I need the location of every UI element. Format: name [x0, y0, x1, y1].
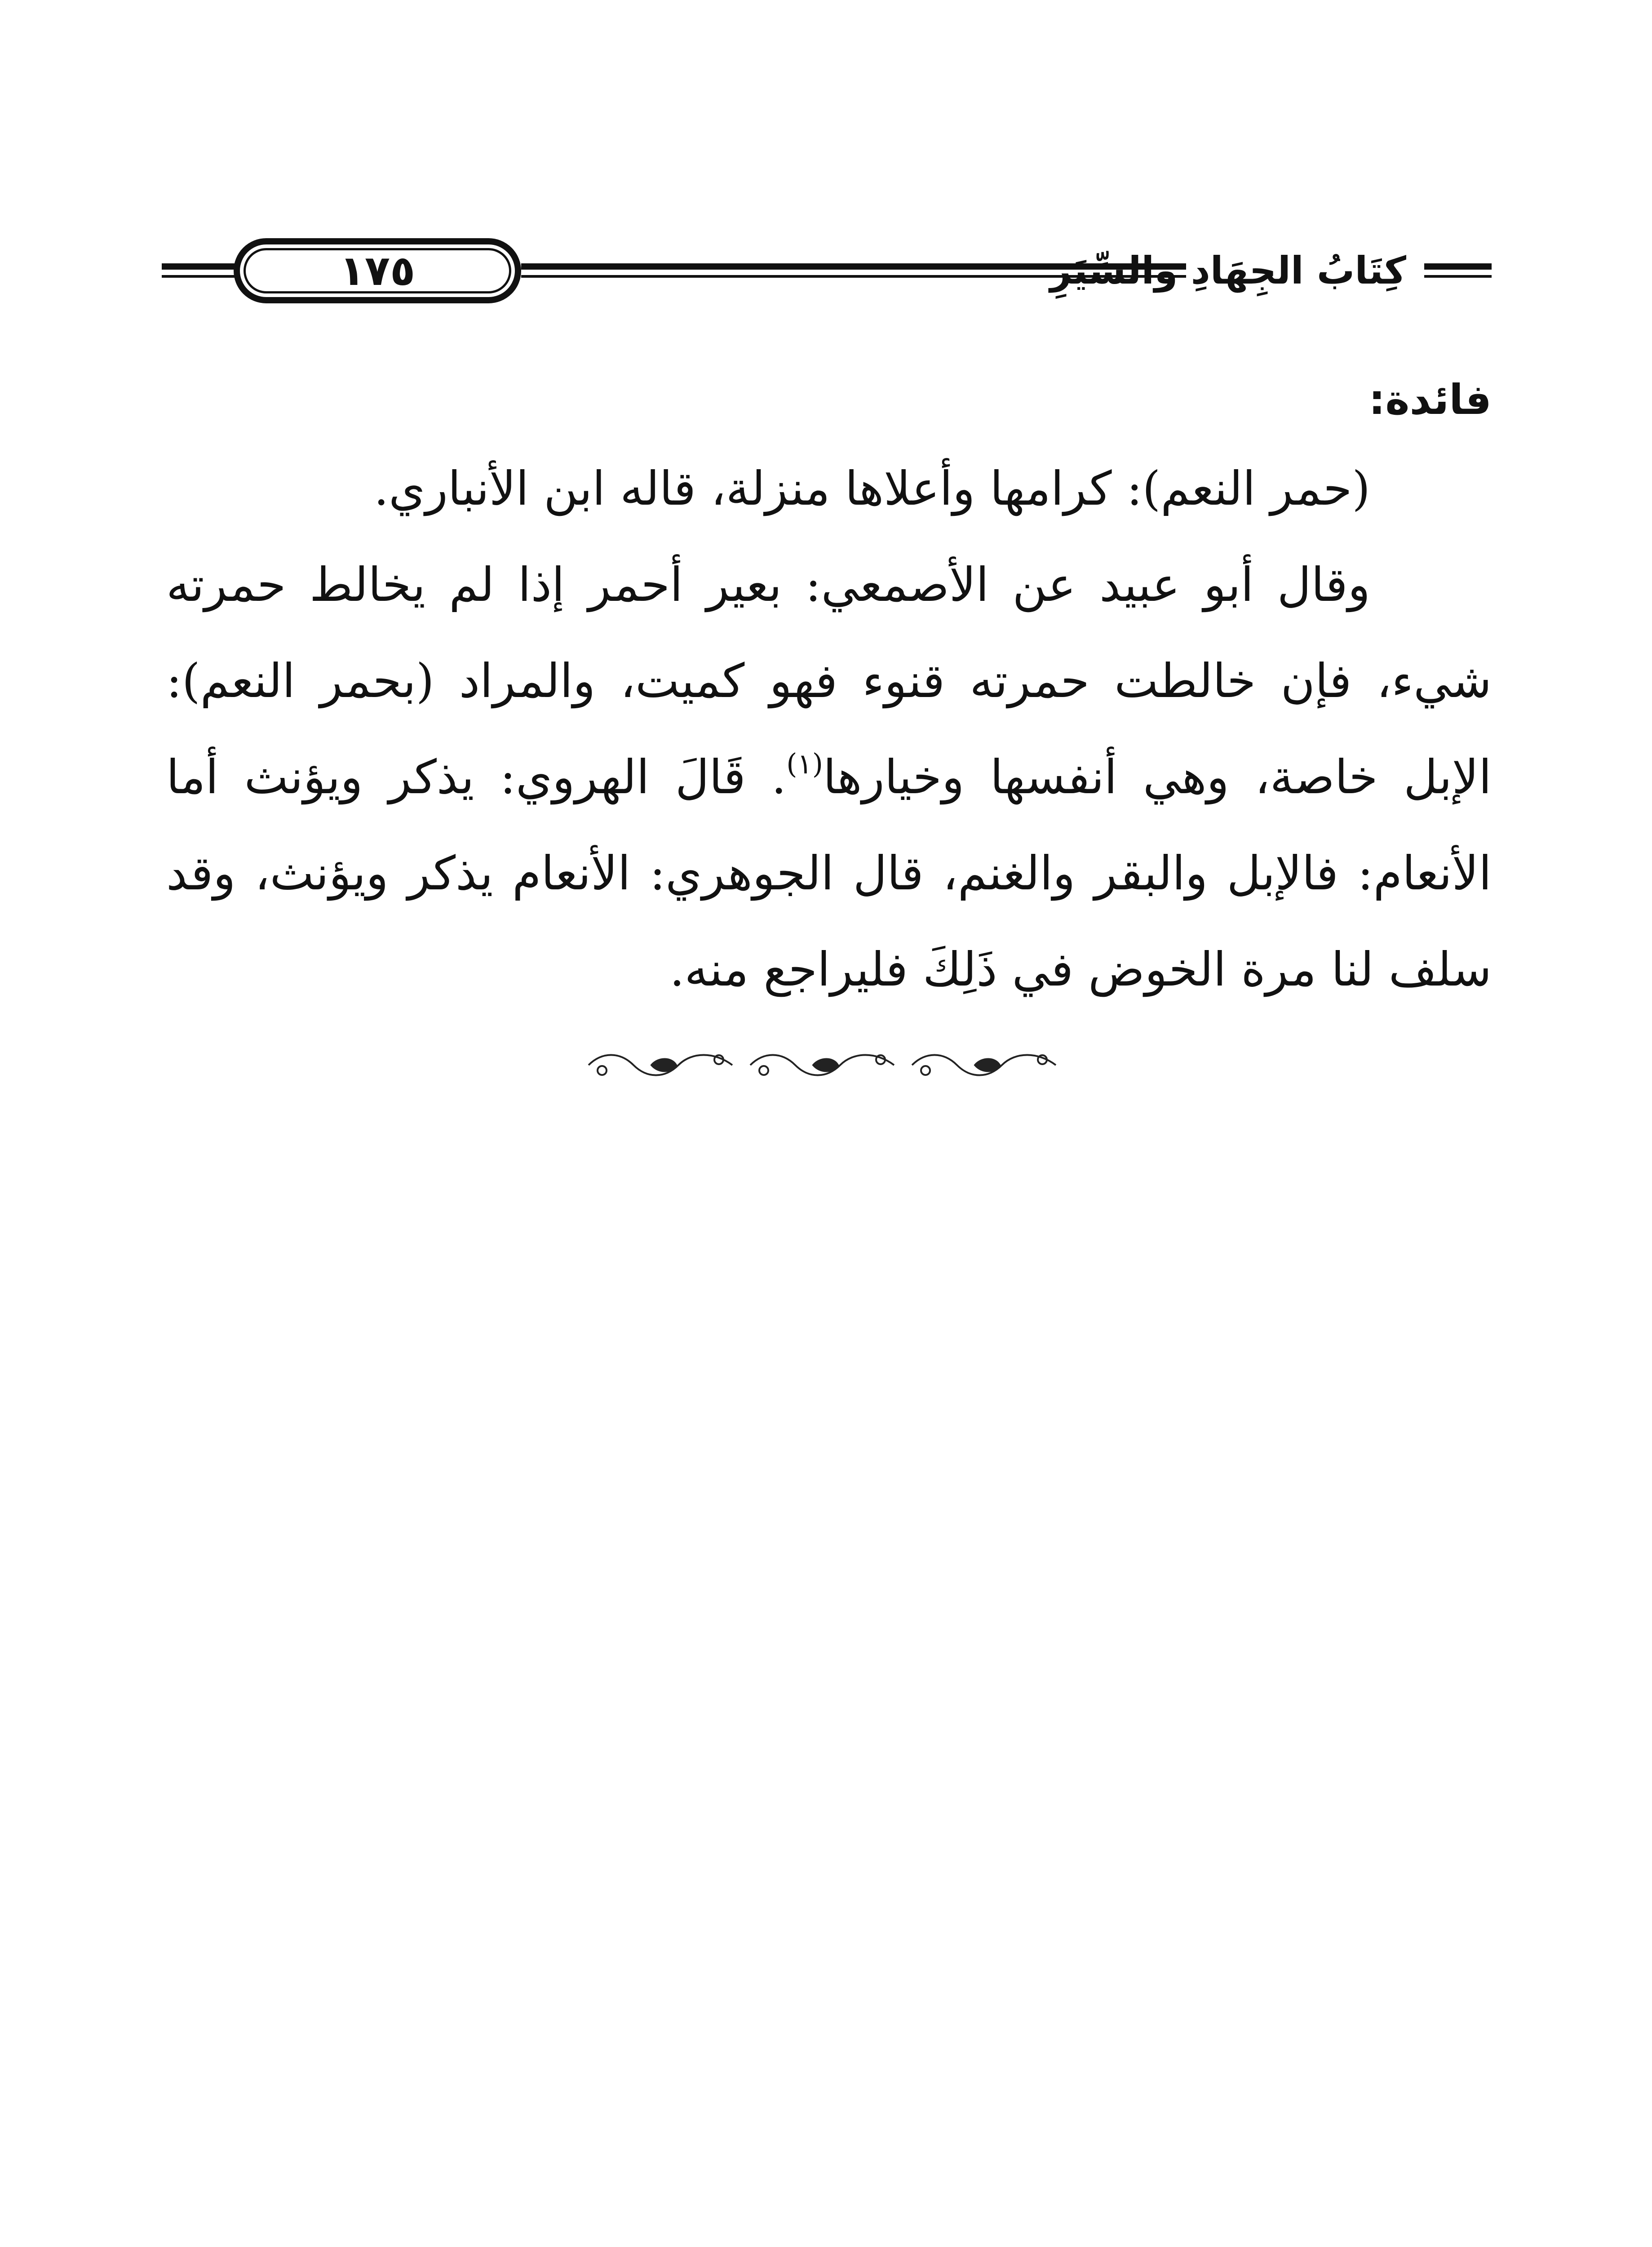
- footnote-reference: (١): [786, 747, 823, 780]
- section-heading: فائدة:: [1369, 376, 1492, 424]
- ornament-motif: [589, 1055, 732, 1075]
- paragraph-2-part-1: وقال أبو عبيد عن الأصمعي: بعير أحمر إذا لم يخالط حمرته شيء، فإن خالطت حمرته قنوء فهو كميت، والمراد (بحمر النعم): الإبل خاصة، وهي أنفسها وخيارها: [166, 557, 1492, 804]
- page-number-badge: [234, 238, 521, 303]
- ornament-divider: [584, 1047, 1060, 1083]
- paragraph-2-part-2: . قَالَ الهروي: يذكر ويؤنث أما الأنعام: فالإبل والبقر والغنم، قال الجوهري: الأنعام يذكر ويؤنث، وقد سلف لنا مرة الخوض في ذَلِكَ فليراجع منه.: [166, 750, 1492, 997]
- ornament-motif: [750, 1055, 894, 1075]
- header-rule-left: [162, 257, 238, 284]
- header-rule-right: [1424, 257, 1492, 284]
- paragraph-1: (حمر النعم): كرامها وأعلاها منزلة، قاله ابن الأنباري.: [374, 461, 1370, 516]
- main-text: [166, 360, 1492, 1017]
- ornament-motif: [912, 1055, 1056, 1075]
- page-number: ١٧٥: [339, 247, 416, 295]
- page-header: [162, 229, 1492, 310]
- paragraph-2: [166, 537, 1492, 1017]
- running-title: كِتَابُ الجِهَادِ وَالسِّيَرِ: [1050, 249, 1406, 293]
